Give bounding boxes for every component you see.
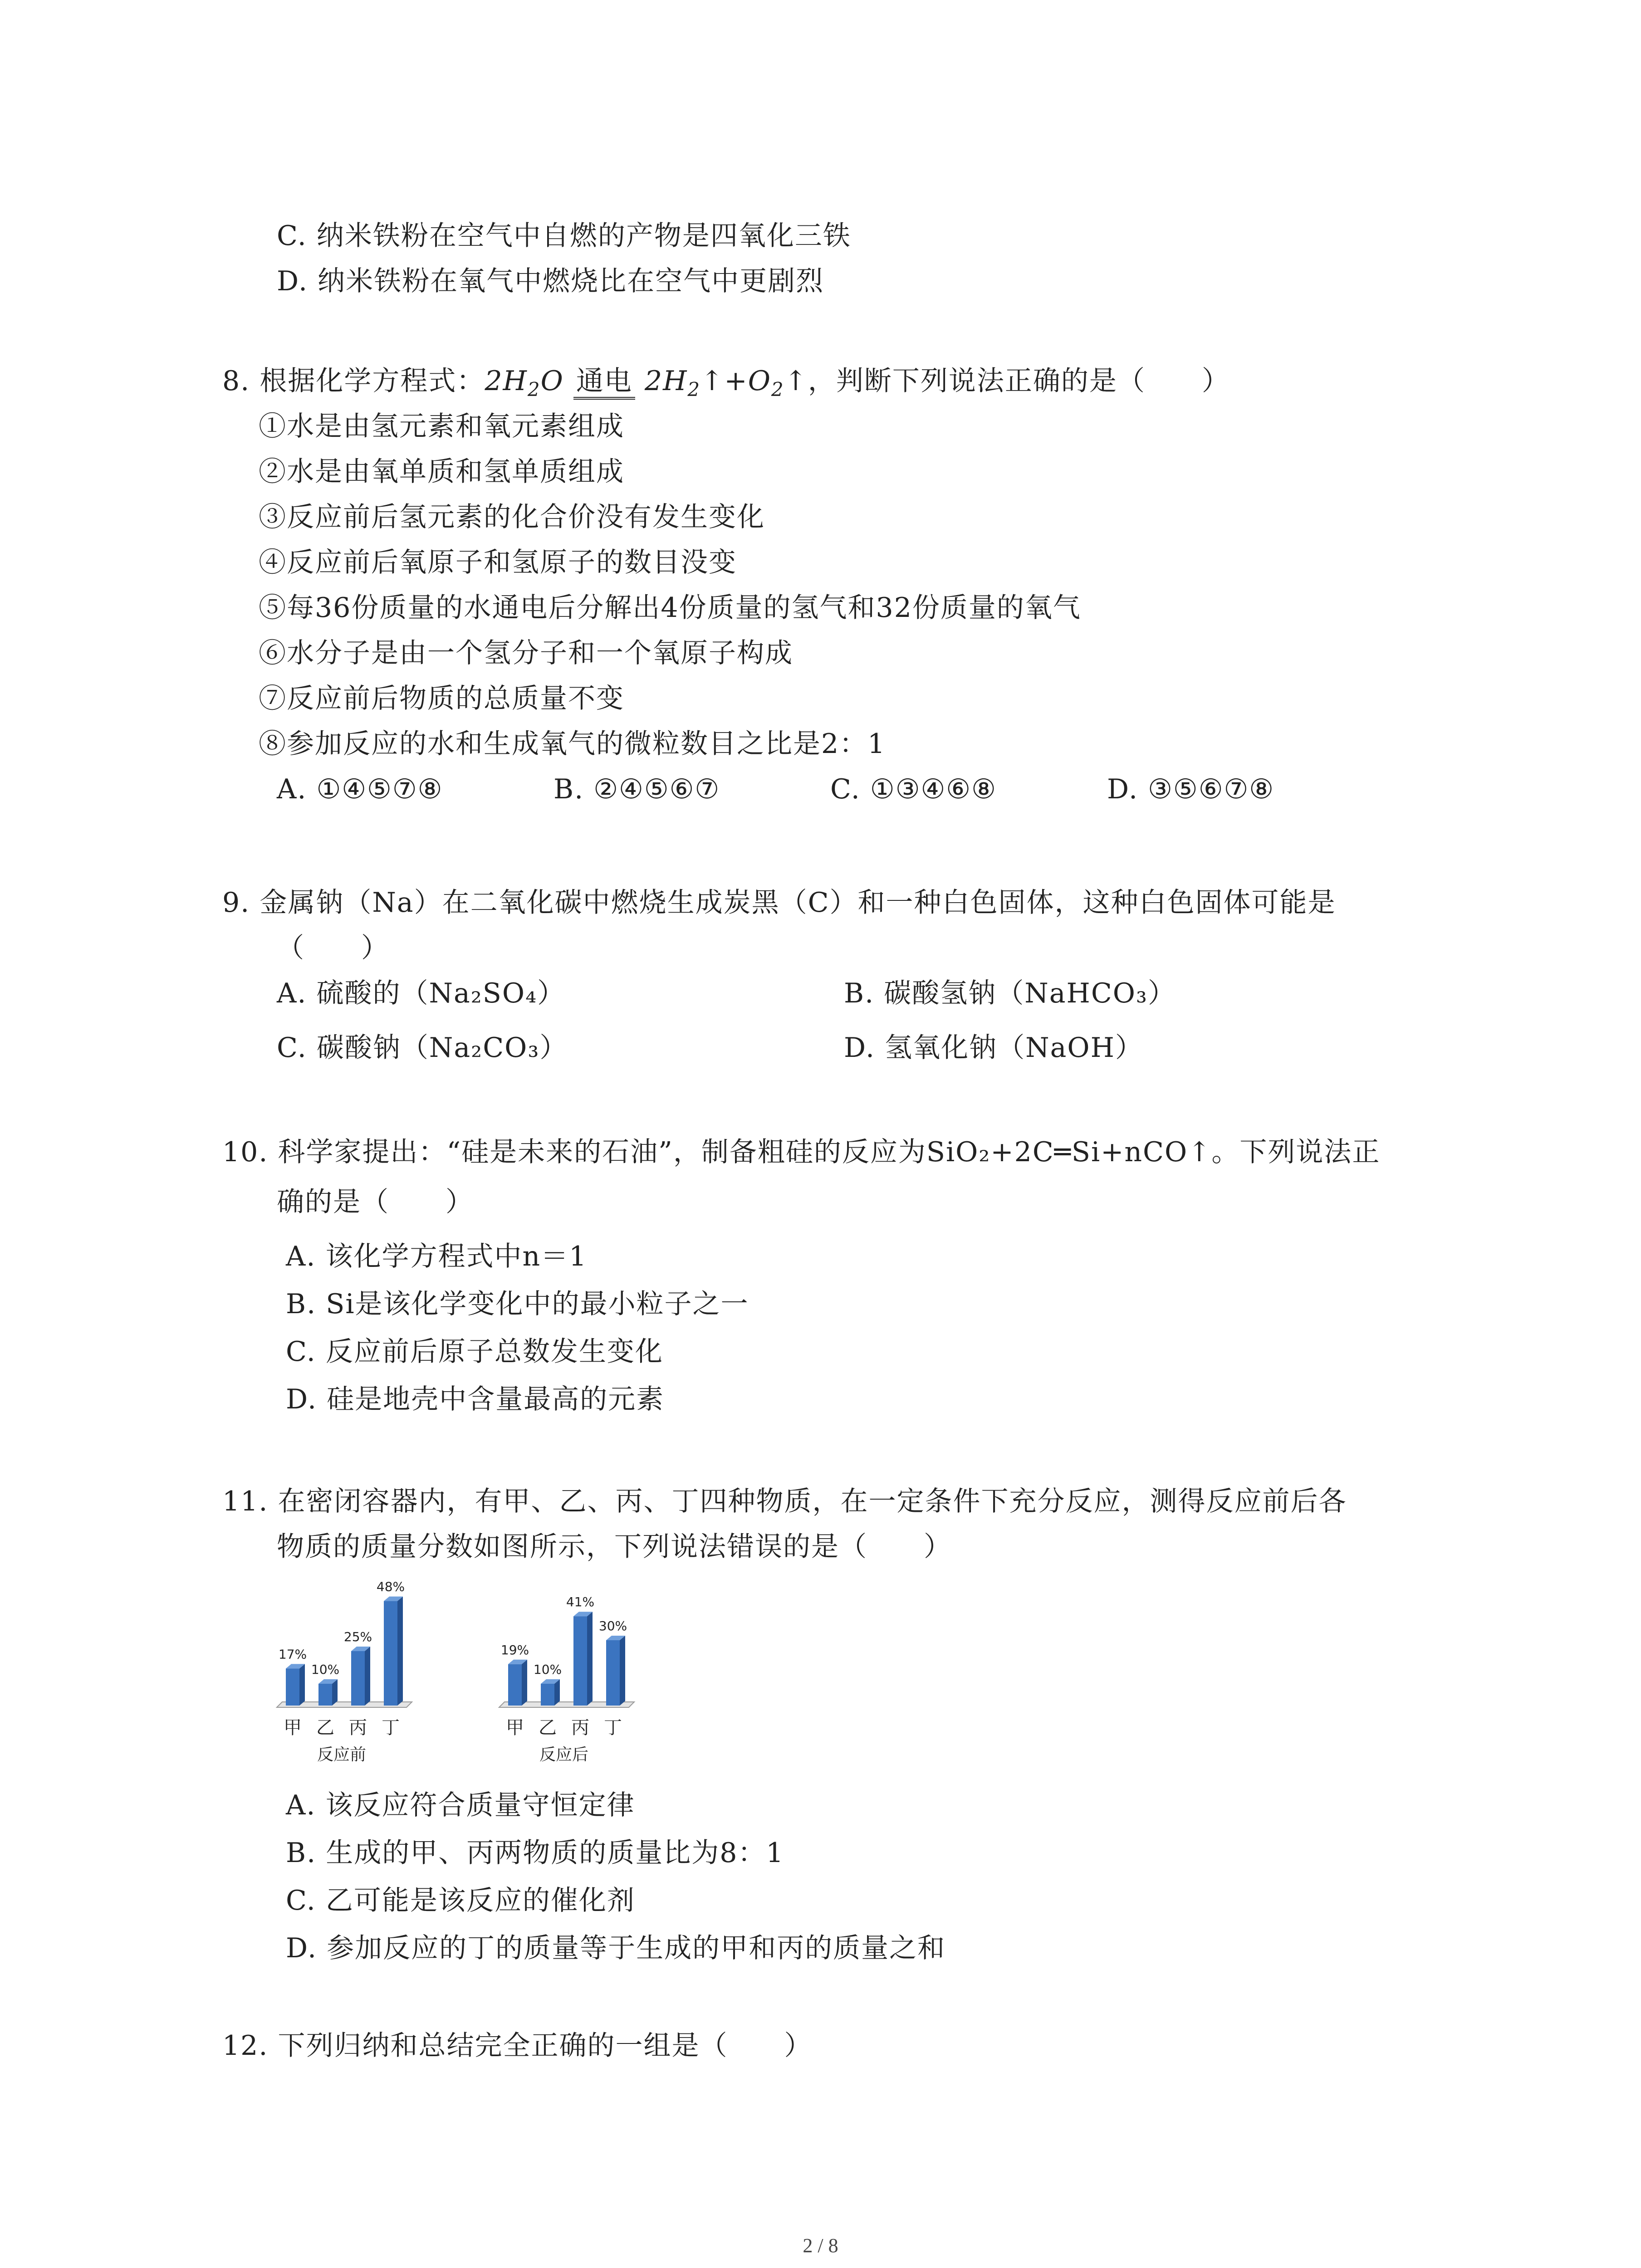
q10-option-a: A. 该化学方程式中n＝1 bbox=[286, 1241, 588, 1272]
q7-option-c: C. 纳米铁粉在空气中自燃的产物是四氧化三铁 bbox=[277, 220, 851, 252]
chart-before bbox=[272, 1574, 454, 1765]
q8-options bbox=[277, 771, 1384, 807]
category-label: 丙 bbox=[571, 1717, 589, 1738]
q8-eq-left: $2H_2O$ bbox=[485, 365, 564, 401]
bar-side bbox=[620, 1636, 625, 1706]
data-label: 41% bbox=[566, 1594, 595, 1610]
q7-option-d: D. 纳米铁粉在氧气中燃烧比在空气中更剧烈 bbox=[277, 265, 824, 297]
bar bbox=[606, 1640, 620, 1706]
q12-stem: 12. 下列归纳和总结完全正确的一组是（ ） bbox=[222, 2030, 813, 2062]
q10-option-b: B. Si是该化学变化中的最小粒子之一 bbox=[286, 1288, 749, 1320]
q8-option-a: A. ①④⑤⑦⑧ bbox=[277, 773, 443, 805]
q9-stem: 9. 金属钠（Na）在二氧化碳中燃烧生成炭黑（C）和一种白色固体，这种白色固体可能是 bbox=[222, 887, 1336, 919]
q8-suffix: ，判断下列说法正确的是（ ） bbox=[808, 365, 1230, 397]
data-label: 19% bbox=[500, 1642, 529, 1657]
bar-side bbox=[587, 1612, 593, 1706]
category-label: 丙 bbox=[349, 1717, 367, 1738]
q9-options-row1 bbox=[277, 975, 1411, 1012]
bar-side bbox=[554, 1679, 560, 1706]
q11-option-d: D. 参加反应的丁的质量等于生成的甲和丙的质量之和 bbox=[286, 1932, 946, 1964]
q11-stem-cont: 物质的质量分数如图所示，下列说法错误的是（ ） bbox=[277, 1531, 952, 1563]
chart-title: 反应前 bbox=[317, 1745, 367, 1764]
data-label: 30% bbox=[598, 1618, 627, 1633]
q11-stem: 11. 在密闭容器内，有甲、乙、丙、丁四种物质，在一定条件下充分反应，测得反应前后各 bbox=[222, 1486, 1347, 1517]
data-label: 10% bbox=[311, 1662, 340, 1677]
q9-option-b: B. 碳酸氢钠（NaHCO₃） bbox=[844, 978, 1176, 1009]
q8-prefix: 8. 根据化学方程式： bbox=[222, 365, 485, 397]
bar bbox=[286, 1668, 299, 1706]
q8-option-b: B. ②④⑤⑥⑦ bbox=[554, 773, 720, 805]
q8-item: ②水是由氧单质和氢单质组成 bbox=[259, 456, 624, 488]
q9-option-a: A. 硫酸的（Na₂SO₄） bbox=[277, 978, 566, 1009]
q11-option-c: C. 乙可能是该反应的催化剂 bbox=[286, 1885, 635, 1916]
q9-options-row2 bbox=[277, 1030, 1411, 1066]
q8-stem bbox=[222, 363, 1230, 408]
q8-item: ⑧参加反应的水和生成氧气的微粒数目之比是2：1 bbox=[259, 728, 886, 760]
q10-option-c: C. 反应前后原子总数发生变化 bbox=[286, 1336, 663, 1368]
q10-stem-cont: 确的是（ ） bbox=[277, 1186, 474, 1218]
q8-option-c: C. ①③④⑥⑧ bbox=[830, 773, 997, 805]
page-number: 2 / 8 bbox=[803, 2234, 838, 2257]
bar bbox=[318, 1684, 332, 1706]
q8-item: ⑤每36份质量的水通电后分解出4份质量的氢气和32份质量的氧气 bbox=[259, 592, 1081, 624]
category-label: 丁 bbox=[382, 1717, 400, 1738]
data-label: 48% bbox=[376, 1579, 405, 1594]
q8-option-d: D. ③⑤⑥⑦⑧ bbox=[1107, 773, 1275, 805]
q9-option-c: C. 碳酸钠（Na₂CO₃） bbox=[277, 1032, 568, 1064]
category-label: 乙 bbox=[539, 1717, 557, 1738]
bar-side bbox=[365, 1647, 370, 1706]
category-label: 甲 bbox=[284, 1717, 302, 1738]
q8-item: ⑥水分子是由一个氢分子和一个氧原子构成 bbox=[259, 637, 793, 669]
bar-side bbox=[332, 1679, 338, 1706]
bar bbox=[384, 1601, 397, 1706]
category-label: 乙 bbox=[316, 1717, 334, 1738]
bar bbox=[541, 1684, 554, 1706]
q9-stem-cont: （ ） bbox=[277, 932, 389, 964]
category-label: 甲 bbox=[506, 1717, 524, 1738]
bar-side bbox=[299, 1664, 305, 1706]
bar bbox=[573, 1616, 587, 1706]
q9-option-d: D. 氢氧化钠（NaOH） bbox=[844, 1032, 1143, 1064]
q11-option-b: B. 生成的甲、丙两物质的质量比为8：1 bbox=[286, 1837, 784, 1869]
q8-item: ①水是由氢元素和氧元素组成 bbox=[259, 411, 624, 442]
bar-side bbox=[522, 1660, 527, 1706]
q8-item: ④反应前后氧原子和氢原子的数目没变 bbox=[259, 547, 737, 578]
q10-option-d: D. 硅是地壳中含量最高的元素 bbox=[286, 1383, 665, 1415]
data-label: 17% bbox=[278, 1647, 307, 1662]
data-label: 25% bbox=[343, 1629, 372, 1644]
chart-after bbox=[495, 1574, 676, 1765]
q8-eq-right: $2H_2↑+O_2↑$ bbox=[644, 365, 808, 401]
bar-side bbox=[397, 1597, 403, 1706]
chart-title: 反应后 bbox=[539, 1745, 589, 1764]
bar bbox=[351, 1651, 365, 1706]
data-label: 10% bbox=[533, 1662, 562, 1677]
q8-item: ⑦反应前后物质的总质量不变 bbox=[259, 683, 624, 714]
q11-option-a: A. 该反应符合质量守恒定律 bbox=[286, 1789, 635, 1821]
q10-stem: 10. 科学家提出：“硅是未来的石油”，制备粗硅的反应为SiO₂+2C═Si+nCO↑。下列说法正 bbox=[222, 1136, 1381, 1168]
category-label: 丁 bbox=[604, 1717, 622, 1738]
bar bbox=[508, 1664, 522, 1706]
q8-item: ③反应前后氢元素的化合价没有发生变化 bbox=[259, 501, 765, 533]
q8-eq-condition: 通电 bbox=[573, 365, 635, 400]
